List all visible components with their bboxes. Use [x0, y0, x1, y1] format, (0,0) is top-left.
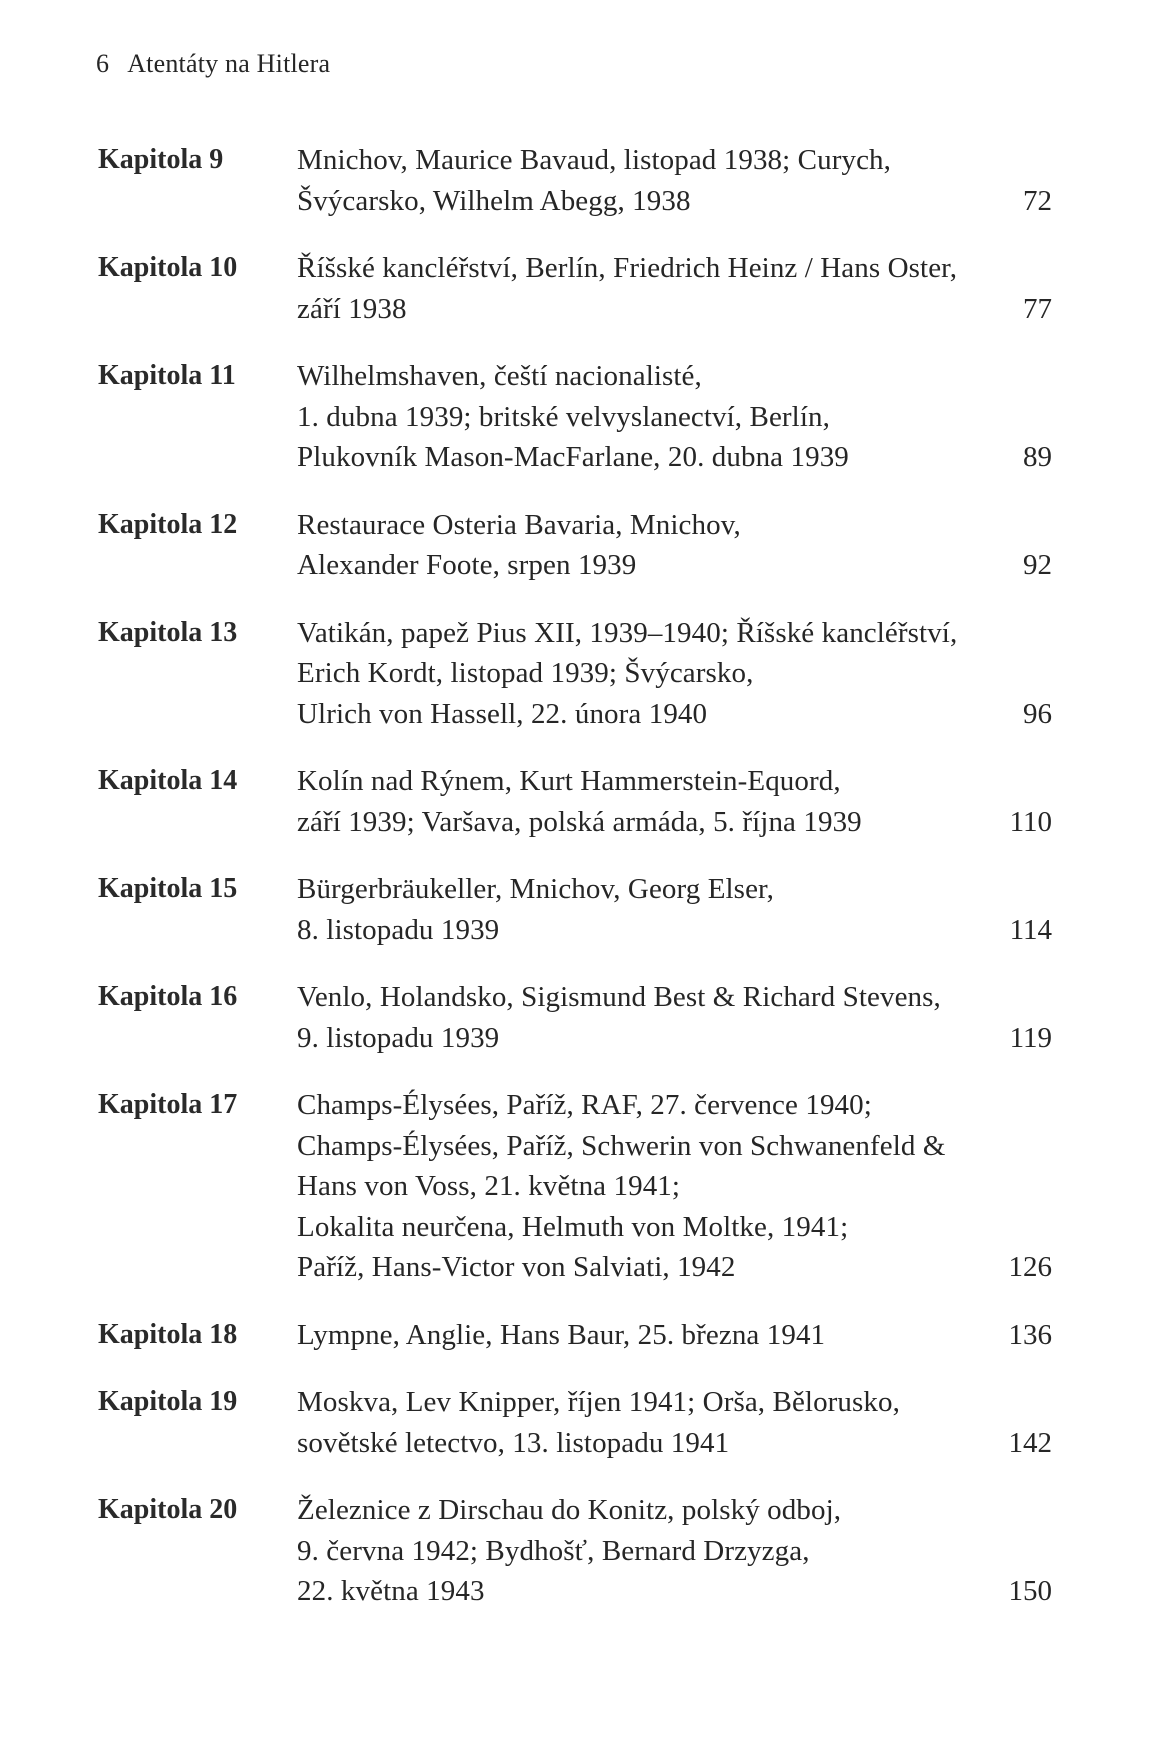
- description-line: Říšské kancléřství, Berlín, Friedrich Heinz / Hans Oster,: [297, 252, 958, 284]
- toc-entry: [98, 505, 1052, 586]
- description-line: Alexander Foote, srpen 1939: [297, 549, 637, 581]
- chapter-label: Kapitola 15: [98, 873, 238, 904]
- toc-entry: [98, 977, 1052, 1058]
- description-line: Venlo, Holandsko, Sigismund Best & Richard Stevens,: [297, 981, 941, 1013]
- chapter-label: Kapitola 10: [98, 252, 238, 283]
- chapter-description: [297, 613, 1052, 735]
- chapter-description: [297, 1085, 1052, 1288]
- toc-entry: [98, 356, 1052, 478]
- chapter-label: Kapitola 20: [98, 1494, 238, 1525]
- chapter-label: Kapitola 13: [98, 616, 238, 648]
- chapter-label: Kapitola 12: [98, 508, 238, 540]
- description-line: Plukovník Mason-MacFarlane, 20. dubna 1939: [297, 441, 849, 473]
- toc-entry: [98, 140, 1052, 221]
- description-line: Bürgerbräukeller, Mnichov, Georg Elser,: [297, 873, 774, 905]
- toc-entry: [98, 761, 1052, 842]
- toc-entry: [98, 248, 1052, 329]
- description-line: 9. června 1942; Bydhošť, Bernard Drzyzga,: [297, 1534, 810, 1567]
- book-title: Atentáty na Hitlera: [127, 49, 331, 78]
- page-reference: 126: [1008, 1251, 1052, 1283]
- toc-entry: [98, 1490, 1052, 1612]
- description-line: 9. listopadu 1939: [297, 1021, 500, 1054]
- page-reference: 119: [1009, 1021, 1052, 1054]
- description-line: Lympne, Anglie, Hans Baur, 25. března 1941: [297, 1318, 826, 1351]
- chapter-description: [297, 761, 1052, 842]
- description-line: září 1939; Varšava, polská armáda, 5. října 1939: [297, 805, 862, 838]
- chapter-description: [297, 1315, 1052, 1356]
- description-line: 8. listopadu 1939: [297, 913, 500, 946]
- toc-entry: [98, 1315, 1052, 1356]
- table-of-contents: [98, 140, 1052, 1639]
- chapter-description: [297, 505, 1052, 586]
- chapter-description: [297, 1382, 1052, 1463]
- toc-entry: [98, 1382, 1052, 1463]
- description-line: Wilhelmshaven, čeští nacionalisté,: [297, 360, 702, 392]
- toc-entry: [98, 1085, 1052, 1288]
- description-line: Kolín nad Rýnem, Kurt Hammerstein-Equord,: [297, 765, 841, 797]
- page-reference: 114: [1009, 913, 1052, 946]
- description-line: Champs-Élysées, Paříž, Schwerin von Schwanenfeld &: [297, 1129, 946, 1162]
- page-number: 6: [96, 49, 110, 78]
- description-line: září 1938: [297, 292, 407, 325]
- page-reference: 89: [1023, 441, 1052, 473]
- description-line: Ulrich von Hassell, 22. února 1940: [297, 697, 708, 730]
- chapter-description: [297, 1490, 1052, 1612]
- description-line: Paříž, Hans-Victor von Salviati, 1942: [297, 1251, 736, 1283]
- page-reference: 77: [1023, 292, 1052, 325]
- chapter-description: [297, 977, 1052, 1058]
- description-line: Champs-Élysées, Paříž, RAF, 27. července 1940;: [297, 1089, 872, 1121]
- page-reference: 72: [1023, 184, 1052, 217]
- chapter-label: Kapitola 9: [98, 144, 224, 175]
- description-line: 1. dubna 1939; britské velvyslanectví, Berlín,: [297, 400, 830, 433]
- description-line: Erich Kordt, listopad 1939; Švýcarsko,: [297, 657, 754, 689]
- toc-entry: [98, 869, 1052, 950]
- description-line: Vatikán, papež Pius XII, 1939–1940; Říšské kancléřství,: [297, 616, 958, 649]
- chapter-label: Kapitola 17: [98, 1089, 238, 1120]
- chapter-label: Kapitola 18: [98, 1318, 238, 1350]
- page-reference: 136: [1008, 1318, 1052, 1351]
- chapter-description: [297, 248, 1052, 329]
- chapter-label: Kapitola 16: [98, 981, 238, 1012]
- page-reference: 142: [1008, 1426, 1052, 1459]
- description-line: Hans von Voss, 21. května 1941;: [297, 1170, 681, 1202]
- chapter-description: [297, 356, 1052, 478]
- page-reference: 92: [1023, 549, 1052, 581]
- chapter-description: [297, 140, 1052, 221]
- description-line: sovětské letectvo, 13. listopadu 1941: [297, 1426, 730, 1459]
- toc-entry: [98, 613, 1052, 735]
- description-line: Moskva, Lev Knipper, říjen 1941; Orša, Bělorusko,: [297, 1386, 900, 1418]
- page-reference: 150: [1008, 1575, 1052, 1607]
- description-line: Lokalita neurčena, Helmuth von Moltke, 1941;: [297, 1210, 849, 1243]
- description-line: 22. května 1943: [297, 1575, 485, 1607]
- page-reference: 96: [1023, 697, 1052, 730]
- description-line: Restaurace Osteria Bavaria, Mnichov,: [297, 508, 741, 541]
- page-reference: 110: [1009, 805, 1052, 838]
- description-line: Švýcarsko, Wilhelm Abegg, 1938: [297, 184, 691, 217]
- chapter-label: Kapitola 11: [98, 360, 236, 391]
- running-header: [96, 46, 330, 82]
- chapter-label: Kapitola 19: [98, 1386, 238, 1417]
- chapter-label: Kapitola 14: [98, 765, 238, 796]
- description-line: Mnichov, Maurice Bavaud, listopad 1938; Curych,: [297, 144, 891, 176]
- chapter-description: [297, 869, 1052, 950]
- description-line: Železnice z Dirschau do Konitz, polský odboj,: [297, 1494, 842, 1526]
